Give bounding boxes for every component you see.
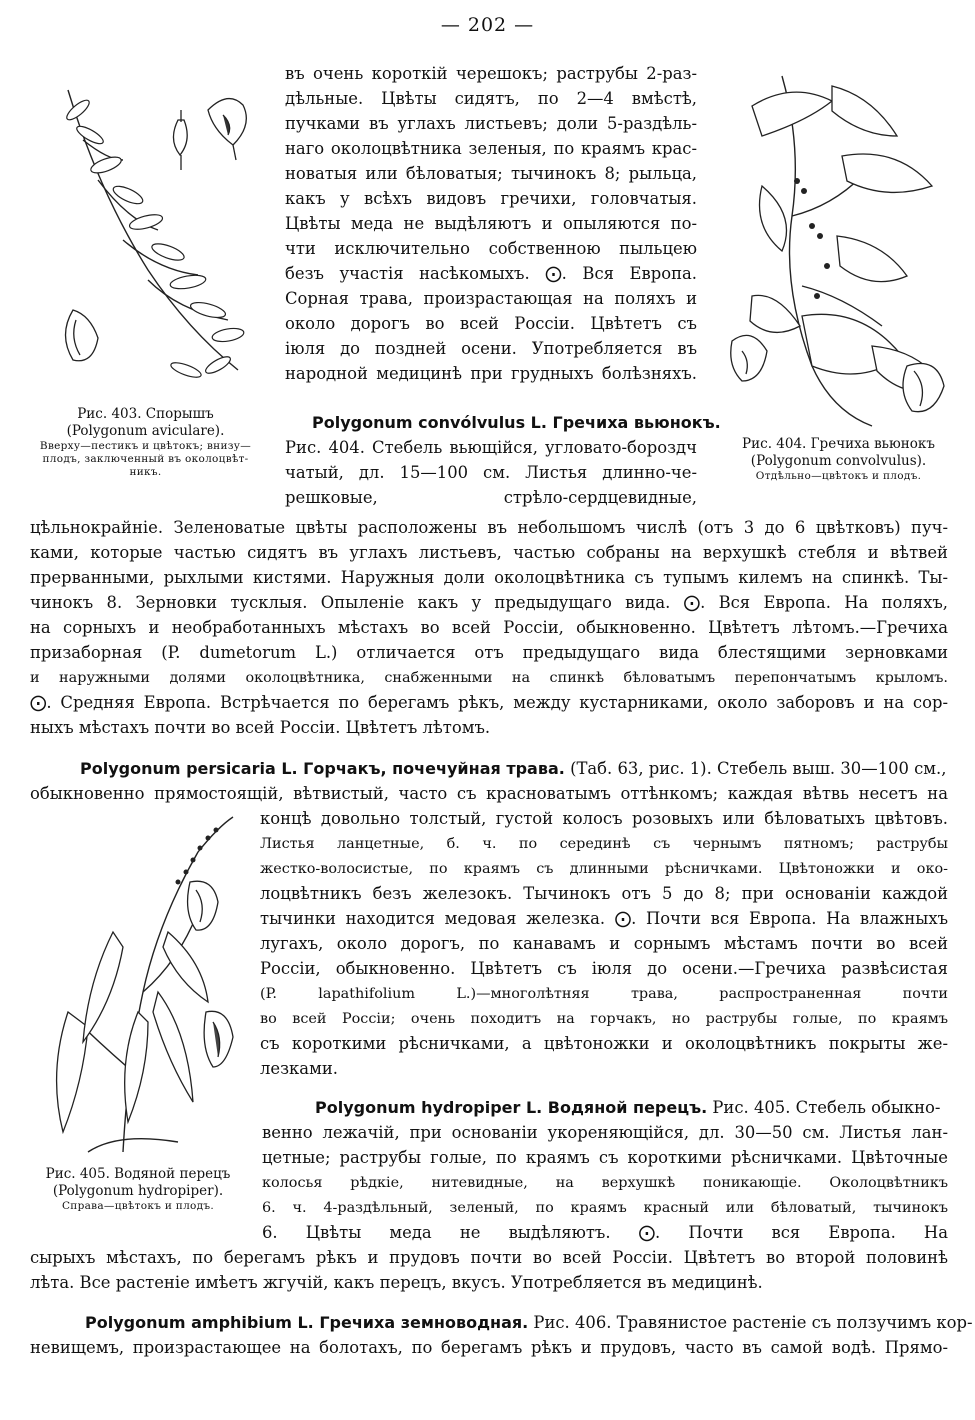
text-line: цетные; раструбы голые, по краямъ съ короткими рѣсничками. Цвѣточные	[262, 1148, 948, 1167]
figure-403-latin: (Polygonum aviculare).	[66, 423, 225, 439]
text-line: чинокъ 8. Зерновки тусклыя. Опыленіе какъ у предыдущаго вида. ⨀. Вся Европа. На поляхъ,	[30, 593, 948, 612]
text-line: Цвѣты меда не выдѣляютъ и опыляются по-	[285, 214, 697, 233]
figure-404-illustration	[722, 66, 957, 431]
hydropiper-line	[315, 1097, 948, 1119]
text-line: невищемъ, произрастающее на болотахъ, по берегамъ рѣкъ и прудовъ, часто въ самой водѣ. Прямо-	[30, 1338, 948, 1357]
figure-403-illustration	[28, 70, 263, 400]
text-line: решковые, стрѣло-сердцевидные,	[285, 488, 697, 507]
text-line: какъ у всѣхъ видовъ гречихи, головчатыя.	[285, 189, 697, 208]
text-line: колосья рѣдкіе, нитевидные, на верхушкѣ поникающіе. Околоцвѣтникъ	[262, 1175, 948, 1191]
text-line: пучками въ углахъ листьевъ; доли 5-раздѣль-	[285, 114, 697, 133]
species-heading-hydropiper: Polygonum hydropiper L. Водяной перецъ.	[315, 1098, 708, 1117]
figure-404-caption	[716, 436, 961, 483]
text-line: Листья ланцетные, б. ч. по серединѣ съ чернымъ пятномъ; раструбы	[260, 836, 948, 852]
species-heading-persicaria: Polygonum persicaria L. Горчакъ, почечуйная трава.	[80, 759, 565, 778]
text-line: около дорогъ во всей Россіи. Цвѣтетъ съ	[285, 314, 697, 333]
text-line: лугахъ, около дорогъ, по канавамъ и сорнымъ мѣстамъ почти во всей	[260, 934, 948, 953]
text-line: (P. lapathifolium L.)—многолѣтняя трава, распространенная почти	[260, 986, 948, 1002]
figure-403-note: плодъ, заключенный въ околоцвѣт-	[42, 453, 249, 465]
text-line: на сорныхъ и необработанныхъ мѣстахъ во всей Россіи, обыкновенно. Цвѣтетъ лѣтомъ.—Гречиха	[30, 618, 948, 637]
text-line: лезками.	[260, 1059, 338, 1078]
text-line: 6. ч. 4-раздѣльный, зеленый, по краямъ красный или бѣловатый, тычинокъ	[262, 1200, 948, 1216]
figure-405-illustration	[28, 812, 253, 1162]
text-line: съ короткими рѣсничками, а цвѣтоножки и околоцвѣтникъ покрыты же-	[260, 1034, 948, 1053]
text-line: призаборная (P. dumetorum L.) отличается отъ предыдущаго вида блестящими зерновками	[30, 643, 948, 662]
persicaria-line-rest: (Таб. 63, рис. 1). Стебель выш. 30—100 см.,	[564, 759, 947, 778]
figure-403-note: Вверху—пестикъ и цвѣтокъ; внизу—	[39, 440, 252, 452]
figure-404-title: Рис. 404. Гречиха вьюнокъ	[742, 436, 935, 452]
figure-403-note: никъ.	[129, 466, 162, 478]
text-line: народной медицинѣ при грудныхъ болѣзняхъ.	[285, 364, 697, 383]
text-line: іюля до поздней осени. Употребляется въ	[285, 339, 697, 358]
hydropiper-line-rest: Рис. 405. Стебель обыкно-	[707, 1098, 941, 1117]
species-heading-convolvulus: Polygonum convólvulus L. Гречиха вьюнокъ.	[312, 413, 721, 432]
text-line: въ очень короткій черешокъ; раструбы 2-раз-	[285, 64, 697, 83]
text-line: венно лежачій, при основаніи укореняющійся, дл. 30—50 см. Листья лан-	[262, 1123, 948, 1142]
text-line: дѣльные. Цвѣты сидятъ, по 2—4 вмѣстѣ,	[285, 89, 697, 108]
text-line: ⨀. Средняя Европа. Встрѣчается по берегамъ рѣкъ, между кустарниками, около заборовъ и на сор-	[30, 693, 948, 712]
text-line: жестко-волосистые, по краямъ съ длинными рѣсничками. Цвѣтоножки и око-	[260, 861, 948, 877]
text-line: чти исключительно собственною пыльцею	[285, 239, 697, 258]
text-line: обыкновенно прямостоящій, вѣтвистый, часто съ красноватымъ оттѣнкомъ; каждая вѣтвь несетъ на	[30, 784, 948, 803]
figure-403-title: Рис. 403. Спорышъ	[77, 406, 214, 422]
figure-405-title: Рис. 405. Водяной перецъ	[45, 1166, 231, 1182]
polygonum-hydropiper-drawing	[28, 812, 253, 1162]
figure-405-note: Справа—цвѣтокъ и плодъ.	[61, 1200, 215, 1212]
amphibium-line-rest: Рис. 406. Травянистое растеніе съ ползучимъ кор-	[528, 1313, 973, 1332]
text-line: ками, которые частью сидятъ въ углахъ листьевъ, частью собраны на верхушкѣ стебля и вѣтвей	[30, 543, 948, 562]
text-line: Рис. 404. Стебель вьющійся, угловато-бороздч	[285, 438, 697, 457]
text-line: наго околоцвѣтника зеленыя, по краямъ крас-	[285, 139, 697, 158]
polygonum-convolvulus-drawing	[722, 66, 957, 431]
text-line: Россіи, обыкновенно. Цвѣтетъ съ іюля до осени.—Гречиха развѣсистая	[260, 959, 948, 978]
species-heading-amphibium: Polygonum amphibium L. Гречиха земноводная.	[85, 1313, 529, 1332]
text-line: прерванными, рыхлыми кистями. Наружныя доли околоцвѣтника съ тупымъ килемъ на спинкѣ. Ты-	[30, 568, 948, 587]
figure-403-caption	[28, 406, 263, 479]
text-line: 6. Цвѣты меда не выдѣляютъ. ⨀. Почти вся Европа. На	[262, 1223, 948, 1242]
text-line: новатыя или бѣловатыя; тычинокъ 8; рыльца,	[285, 164, 697, 183]
amphibium-line	[85, 1312, 973, 1334]
text-line: лѣта. Все растеніе имѣетъ жгучій, какъ перецъ, вкусъ. Употребляется въ медицинѣ.	[30, 1273, 763, 1292]
text-line: сырыхъ мѣстахъ, по берегамъ рѣкъ и прудовъ почти во всей Россіи. Цвѣтетъ во второй половинѣ	[30, 1248, 948, 1267]
text-line: и наружными долями околоцвѣтника, снабженными на спинкѣ бѣловатымъ перепончатымъ крыломъ.	[30, 670, 948, 686]
text-line: концѣ довольно толстый, густой колосъ розовыхъ или бѣловатыхъ цвѣтовъ.	[260, 809, 948, 828]
figure-404-note: Отдѣльно—цвѣтокъ и плодъ.	[755, 470, 922, 482]
text-line: цѣльнокрайніе. Зеленоватые цвѣты расположены въ небольшомъ числѣ (отъ 3 до 6 цвѣтковъ) пуч-	[30, 518, 948, 537]
page-number: — 202 —	[440, 14, 535, 36]
text-line: чатый, дл. 15—100 см. Листья длинно-че-	[285, 463, 697, 482]
text-line: тычинки находится медовая железка. ⨀. Почти вся Европа. На влажныхъ	[260, 909, 948, 928]
figure-405-caption	[18, 1166, 258, 1213]
figure-405-latin: (Polygonum hydropiper).	[52, 1183, 224, 1199]
figure-404-latin: (Polygonum convolvulus).	[750, 453, 927, 469]
text-line: во всей Россіи; очень походитъ на горчакъ, но раструбы голые, по краямъ	[260, 1011, 948, 1027]
text-line: лоцвѣтникъ безъ железокъ. Тычинокъ отъ 5 до 8; при основаніи каждой	[260, 884, 948, 903]
polygonum-aviculare-drawing	[28, 70, 263, 400]
text-line: Сорная трава, произрастающая на поляхъ и	[285, 289, 697, 308]
text-line: безъ участія насѣкомыхъ. ⨀. Вся Европа.	[285, 264, 697, 283]
text-line: ныхъ мѣстахъ почти во всей Россіи. Цвѣтетъ лѣтомъ.	[30, 718, 491, 737]
persicaria-line	[80, 758, 946, 780]
